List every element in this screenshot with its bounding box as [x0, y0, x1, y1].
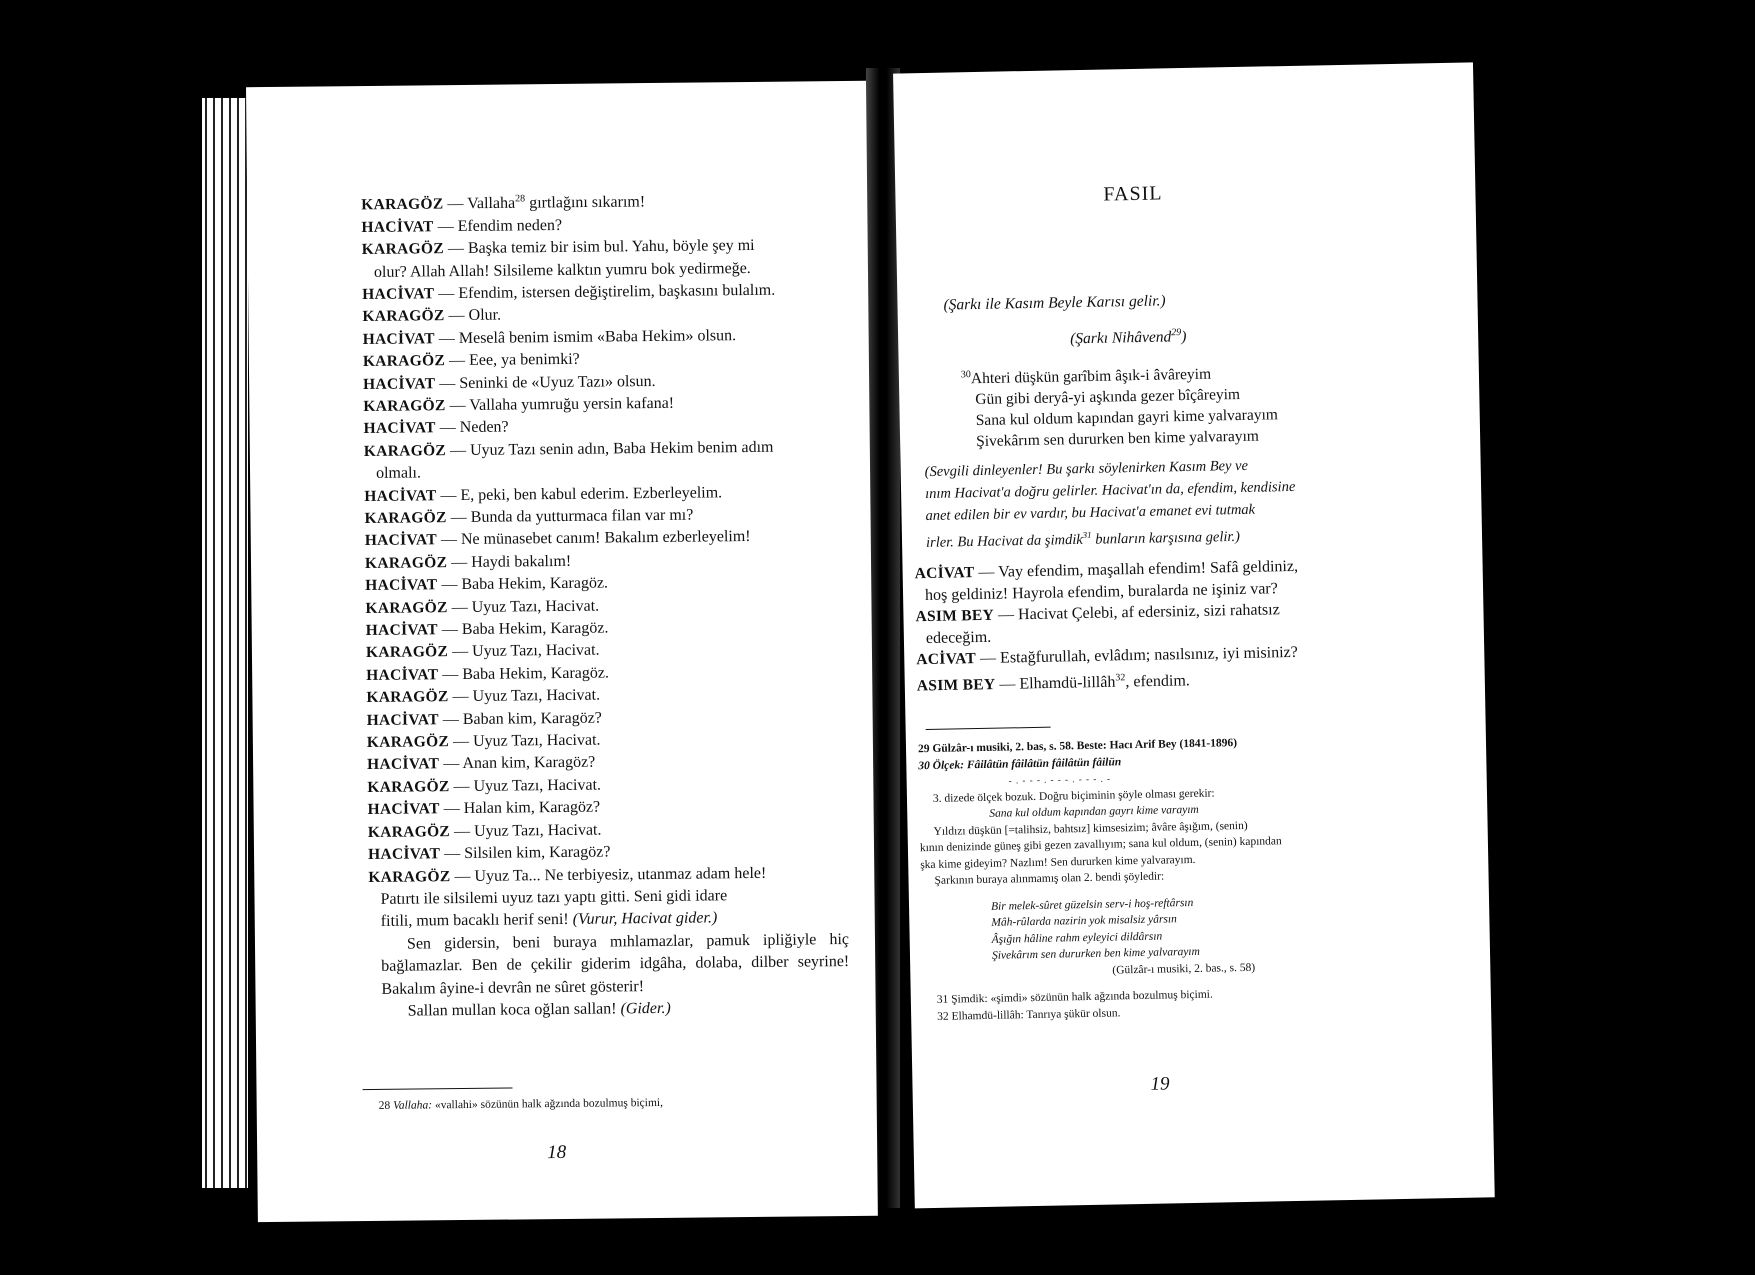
verse-line: Gün gibi deryâ-yi aşkında gezer bîçâreyim — [975, 386, 1241, 409]
dash: — — [434, 329, 459, 348]
speaker-name: HACİVAT — [366, 710, 439, 729]
footnote-text: «vallahi» sözünün halk ağzında bozulmuş biçimi, — [431, 1096, 664, 1112]
dash: — — [438, 710, 463, 728]
narration-line: bunların karşısına gelir.) — [1091, 528, 1241, 548]
dash: — — [443, 195, 468, 213]
speaker-name: HACİVAT — [363, 419, 436, 438]
footnote-ref: 30 — [960, 369, 971, 381]
speaker-name: KARAGÖZ — [361, 195, 444, 214]
speaker-name: ACİVAT — [914, 564, 975, 583]
footnote-30: 30 Ölçek: Fâilâtün fâilâtün fâilâtün fâilün — [918, 755, 1122, 772]
line-text: Baba Hekim, Karagöz. — [461, 619, 609, 639]
verse-line: Şivekârım sen dururken ben kime yalvarayım — [975, 427, 1260, 451]
speaker-name: KARAGÖZ — [362, 307, 445, 326]
line-text: Uyuz Tazı senin adın, Baba Hekim benim adım — [469, 438, 774, 459]
page-number: 19 — [1150, 1073, 1170, 1095]
speaker-name: KARAGÖZ — [361, 240, 445, 259]
speaker-name: KARAGÖZ — [366, 688, 449, 707]
line-text: Uyuz Ta... Ne terbiyesiz, utanmaz adam hele! — [474, 864, 767, 885]
speaker-name: KARAGÖZ — [363, 397, 446, 416]
line-text: Halan kim, Karagöz? — [463, 798, 601, 818]
dash: — — [449, 777, 474, 796]
footnote-30-line: kının denizinde güneş gibi gezen zavallıyım; sana kul oldum, (senin) kapından — [919, 835, 1282, 855]
dash: — — [436, 531, 462, 549]
monologue-paragraph: Sen gidersin, beni buraya mıhlamazlar, pamuk ipliğiyle hiç bağlamazlar. Ben de çekilir giderim idgâha, dolaba, dilber seyrine! Bakalım âyine-i devrân ne sûret gösterir! — [381, 930, 850, 998]
footnote-32: 32 Elhamdü-lillâh: Tanrıya şükür olsun. — [937, 1006, 1121, 1023]
left-page — [246, 81, 878, 1222]
dash: — — [447, 598, 472, 616]
footnote-29: 29 Gülzâr-ı musiki, 2. bas, s. 58. Beste: Hacı Arif Bey (1841-1896) — [917, 737, 1238, 756]
dash: — — [433, 217, 458, 236]
speaker-name: KARAGÖZ — [367, 778, 450, 796]
line-text: Haydi bakalım! — [471, 552, 572, 571]
line-text: Başka temiz bir isim bul. Yahu, böyle şey mi — [467, 237, 755, 258]
poem-source: (Gülzâr-ı musiki, 2. bas., s. 58) — [1112, 961, 1256, 977]
dash: — — [436, 486, 461, 504]
dash: — — [435, 374, 460, 392]
speaker-name: HACİVAT — [365, 621, 438, 640]
verse-line: Ahteri düşkün garîbim âşık-i âvâreyim — [970, 365, 1212, 388]
poem-line: Mâh-rûlarda nazirin yok misalsiz yârsın — [991, 913, 1177, 929]
line-text: Eee, ya benimki? — [469, 350, 580, 370]
continuation-text: edeceğim. — [925, 628, 992, 647]
poem-line: Âşığın hâline rahm eyleyici dildârsın — [991, 930, 1163, 946]
speaker-name: KARAGÖZ — [364, 553, 448, 572]
dash: — — [437, 576, 462, 594]
continuation-text: olur? Allah Allah! Silsileme kalktın yumru bok yedirmeğe. — [373, 259, 751, 281]
monologue-paragraph — [370, 996, 850, 1023]
footnote-31: 31 Şimdik: «şimdi» sözünün halk ağzında bozulmuş biçimi. — [936, 988, 1213, 1006]
verse-line: Sana kul oldum kapından gayri kime yalvarayım — [975, 406, 1279, 430]
footnote-30-note: 3. dizede ölçek bozuk. Doğru biçiminin şöyle olması gerekir: — [932, 787, 1215, 805]
speaker-name: KARAGÖZ — [367, 822, 451, 841]
speaker-name: HACİVAT — [361, 218, 434, 236]
line-text: Baban kim, Karagöz? — [462, 709, 602, 728]
stage-direction: (Şarkı ile Kasım Beyle Karısı gelir.) — [943, 292, 1166, 314]
speaker-name: KARAGÖZ — [363, 441, 447, 460]
speaker-name: HACİVAT — [364, 531, 438, 550]
book-page-edges — [202, 98, 248, 1188]
narration-line: irler. Bu Hacivat da şimdik — [925, 531, 1083, 551]
continuation-text: hoş geldiniz! Hayrola efendim, buralarda ne işiniz var? — [924, 579, 1278, 604]
dash: — — [445, 441, 471, 459]
poem-line: Şivekârım sen dururken ben kime yalvarayım — [991, 945, 1200, 962]
dash: — — [450, 867, 475, 885]
line-text: Vallaha — [467, 194, 516, 213]
chapter-title: FASIL — [1103, 182, 1163, 206]
line-text: Vallaha yumruğu yersin kafana! — [469, 394, 675, 414]
dialogue-block — [361, 185, 850, 1023]
speaker-name: KARAGÖZ — [364, 509, 447, 528]
song-title-text: (Şarkı Nihâvend — [1070, 328, 1172, 348]
footnote-ref: 29 — [1171, 327, 1182, 339]
speaker-name: KARAGÖZ — [362, 352, 446, 371]
narration-line: anet edilen bir ev vardır, bu Hacivat'a emanet evi tutmak — [925, 501, 1256, 525]
right-page — [893, 62, 1495, 1208]
footnote-ref: 31 — [1082, 529, 1092, 541]
line-text: Meselâ benim ismim «Baba Hekim» olsun. — [458, 326, 737, 347]
dash: — — [448, 688, 473, 706]
line-text: Silsilen kim, Karagöz? — [464, 843, 611, 863]
verse-block — [961, 358, 1279, 452]
line-text: Uyuz Tazı, Hacivat. — [472, 686, 601, 706]
footnote-30-line: şka kime gideyim? Nazlım! Sen dururken kime yalvarayım. — [920, 853, 1196, 871]
stage-direction: (Vurur, Hacivat gider.) — [572, 909, 718, 929]
dash: — — [445, 396, 470, 415]
speaker-name: HACİVAT — [367, 800, 440, 819]
speaker-name: ACİVAT — [916, 650, 977, 669]
speaker-name: KARAGÖZ — [365, 643, 449, 662]
line-text: — Estağfurullah, evlâdım; nasılsınız, iyi misiniz? — [975, 643, 1298, 668]
speaker-name: HACİVAT — [364, 486, 437, 505]
poem-line: Bir melek-sûret güzelsin serv-i hoş-reftârsın — [990, 896, 1194, 913]
stage-direction-narration — [924, 451, 1446, 554]
footnotes — [918, 731, 1443, 1025]
speaker-name: ASIM BEY — [915, 606, 995, 626]
footnote-30-line: Şarkının buraya alınmamış olan 2. bendi şöyledir: — [934, 870, 1165, 887]
dash: — — [444, 307, 469, 325]
line-text: — Hacivat Çelebi, af edersiniz, sizi rahatsız — [993, 601, 1280, 624]
line-text: Uyuz Tazı, Hacivat. — [472, 642, 600, 661]
dash: — — [435, 419, 460, 437]
footnote-term: Vallaha: — [393, 1099, 433, 1112]
line-text: Baba Hekim, Karagöz. — [461, 574, 609, 594]
footnote-28 — [379, 1097, 663, 1112]
dash: — — [443, 240, 469, 258]
line-text: Neden? — [459, 418, 509, 437]
line-text: Uyuz Tazı, Hacivat. — [473, 776, 602, 795]
line-text: Sallan mullan koca oğlan sallan! — [407, 1000, 621, 1020]
dash: — — [446, 508, 471, 527]
line-text: E, peki, ben kabul ederim. Ezberleyelim. — [460, 483, 723, 504]
narration-line: (Sevgili dinleyenler! Bu şarkı söylenirken Kasım Bey ve — [924, 457, 1249, 481]
continuation-text: Patırtı ile silsilemi uyuz tazı yaptı gitti. Seni gidi idare — [380, 887, 728, 908]
dash: — — [438, 665, 463, 684]
dash: — — [440, 845, 465, 863]
dash: — — [448, 643, 473, 661]
speaker-name: KARAGÖZ — [368, 867, 451, 886]
footnote-ref: 32 — [1115, 671, 1126, 683]
line-text: Olur. — [468, 306, 502, 325]
line-text: — Vay efendim, maşallah efendim! Safâ geldiniz, — [974, 557, 1299, 582]
dash: — — [434, 284, 459, 303]
narration-line: ınım Hacivat'a doğru gelirler. Hacivat'ın da, efendim, kendisine — [924, 478, 1296, 503]
dialogue-block — [914, 553, 1446, 696]
footnote-30-line: Yıldızı düşkün [=talihsiz, bahtsız] kimsesizim; âvâre âşığım, (senin) — [933, 819, 1248, 838]
line-text: Seninki de «Uyuz Tazı» olsun. — [459, 372, 656, 392]
speaker-name: KARAGÖZ — [366, 733, 450, 752]
line-text: Anan kim, Karagöz? — [462, 754, 596, 773]
footnote-rule — [363, 1088, 513, 1091]
line-text: Uyuz Tazı, Hacivat. — [472, 731, 601, 750]
speaker-name: HACİVAT — [367, 755, 440, 774]
dash: — — [448, 732, 474, 751]
song-title — [1070, 322, 1187, 349]
footnote-30-quote: Sana kul oldum kapından gayrı kime varayım — [989, 803, 1199, 820]
line-text: Efendim neden? — [457, 216, 563, 235]
page-number: 18 — [547, 1141, 567, 1164]
stage-direction: (Gider.) — [620, 999, 671, 1018]
dash: — — [445, 352, 470, 370]
line-text: Bunda da yutturmaca filan var mı? — [470, 506, 694, 526]
speaker-name: KARAGÖZ — [365, 598, 448, 617]
speaker-name: HACİVAT — [363, 374, 436, 393]
dash: — — [439, 800, 464, 818]
dash: — — [437, 621, 462, 639]
line-text: , efendim. — [1125, 671, 1190, 691]
line-text: gırtlağını sıkarım! — [525, 193, 646, 212]
song-title-close: ) — [1181, 328, 1187, 346]
speaker-name: HACİVAT — [366, 666, 439, 684]
continuation-text: olmalı. — [375, 464, 422, 483]
speaker-name: HACİVAT — [362, 285, 435, 303]
meter-marks: - . - - - . - - - . - - - . - — [1008, 773, 1112, 786]
continuation-text: fitili, mum bacaklı herif seni! — [380, 911, 573, 931]
speaker-name: HACİVAT — [367, 845, 441, 864]
speaker-name: ASIM BEY — [916, 675, 996, 695]
speaker-name: HACİVAT — [365, 576, 438, 595]
dash: — — [449, 822, 475, 840]
footnote-rule — [926, 727, 1051, 730]
dash: — — [439, 755, 463, 773]
line-text: Uyuz Tazı, Hacivat. — [473, 821, 602, 840]
dash: — — [447, 553, 472, 571]
line-text: Efendim, istersen değiştirelim, başkasını bulalım. — [458, 281, 776, 302]
speaker-name: HACİVAT — [362, 330, 435, 348]
footnote-ref: 28 — [515, 193, 526, 205]
line-text: Uyuz Tazı, Hacivat. — [471, 597, 600, 616]
line-text: Ne münasebet canım! Bakalım ezberleyelim! — [460, 528, 751, 549]
line-text: — Elhamdü-lillâh — [995, 673, 1116, 693]
line-text: Baba Hekim, Karagöz. — [462, 664, 610, 683]
footnote-number: 28 — [378, 1099, 394, 1112]
